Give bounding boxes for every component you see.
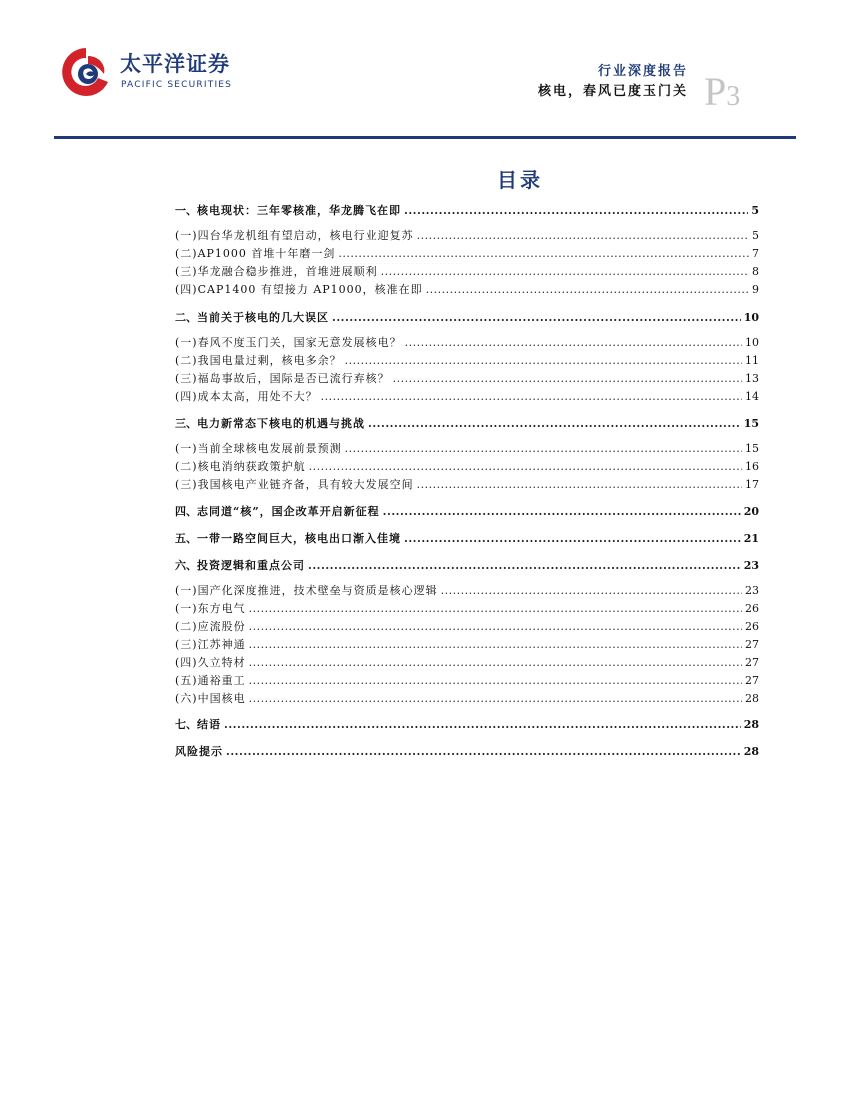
toc-entry[interactable] (175, 245, 759, 262)
toc-entry-page: 5 (751, 204, 759, 217)
toc-entry-page: 26 (745, 602, 759, 615)
toc-dot-leader (441, 582, 742, 599)
toc-dot-leader (345, 352, 742, 369)
toc-entry-text: (四)CAP1400 有望接力 AP1000，核准在即 (175, 283, 423, 296)
toc-entry[interactable] (175, 476, 759, 493)
toc-entry-text: (二)应流股份 (175, 620, 246, 633)
toc-entry-page: 10 (743, 311, 759, 324)
toc-dot-leader (404, 202, 748, 219)
brand-name-en: PACIFIC SECURITIES (121, 80, 233, 90)
toc-entry[interactable] (175, 618, 759, 635)
toc-entry-page: 27 (745, 638, 759, 651)
toc-entry-text: 当前关于核电的几大误区 (197, 311, 329, 324)
toc-entry-page: 27 (745, 656, 759, 669)
toc-title: 目录 (497, 168, 543, 192)
toc-entry-number: 七、 (175, 718, 197, 731)
toc-entry-page: 17 (745, 478, 759, 491)
toc-entry-text: 志同道“核”，国企改革开启新征程 (197, 505, 380, 518)
toc-entry-text: 核电现状：三年零核准，华龙腾飞在即 (197, 204, 401, 217)
toc-entry-text: 投资逻辑和重点公司 (197, 559, 305, 572)
toc-entry-text: (一)四台华龙机组有望启动，核电行业迎复苏 (175, 229, 414, 242)
toc-entry-page: 28 (743, 745, 759, 758)
toc-entry-number: 五、 (175, 532, 197, 545)
toc-dot-leader (345, 440, 742, 457)
toc-dot-leader (309, 458, 742, 475)
toc-entry-text: (六)中国核电 (175, 692, 246, 705)
toc-dot-leader (249, 618, 742, 635)
pacific-securities-logo-icon (58, 44, 114, 100)
toc-dot-leader (321, 388, 742, 405)
page-header (0, 0, 850, 140)
toc-entry-page: 5 (752, 229, 759, 242)
toc-dot-leader (249, 690, 742, 707)
toc-entry-page: 15 (745, 442, 759, 455)
toc-entry-page: 11 (745, 354, 759, 367)
toc-entry-number: 四、 (175, 505, 197, 518)
toc-entry-text: (三)华龙融合稳步推进，首堆进展顺利 (175, 265, 378, 278)
toc-entry[interactable] (175, 388, 759, 405)
toc-entry[interactable] (175, 672, 759, 689)
header-divider (54, 136, 796, 139)
toc-entry-page: 9 (752, 283, 759, 296)
toc-entry-text: (一)东方电气 (175, 602, 246, 615)
toc-entry-text: (一)春风不度玉门关，国家无意发展核电？ (175, 336, 402, 349)
toc-entry-page: 21 (743, 532, 759, 545)
toc-entry-page: 26 (745, 620, 759, 633)
toc-entry[interactable] (175, 415, 759, 432)
toc-dot-leader (393, 370, 742, 387)
toc-entry-text: 电力新常态下核电的机遇与挑战 (197, 417, 365, 430)
toc-entry-page: 8 (752, 265, 759, 278)
toc-entry-text: (一)国产化深度推进，技术壁垒与资质是核心逻辑 (175, 584, 438, 597)
toc-entry-text: 一带一路空间巨大，核电出口渐入佳境 (197, 532, 401, 545)
toc-entry-page: 23 (745, 584, 759, 597)
toc-entry-text: (二)我国电量过剩，核电多余？ (175, 354, 342, 367)
toc-entry-number: 一、 (175, 204, 197, 217)
toc-entry[interactable] (175, 227, 759, 244)
toc-entry-text: (一)当前全球核电发展前景预测 (175, 442, 342, 455)
toc-entry[interactable] (175, 440, 759, 457)
toc-entry[interactable] (175, 352, 759, 369)
toc-entry-text: (四)久立特材 (175, 656, 246, 669)
toc-dot-leader (405, 334, 742, 351)
toc-entry[interactable] (175, 370, 759, 387)
toc-entry[interactable] (175, 202, 759, 219)
toc-entry[interactable] (175, 600, 759, 617)
brand-logo (58, 44, 238, 104)
toc-entry[interactable] (175, 743, 759, 760)
toc-entry-page: 20 (743, 505, 759, 518)
toc-entry[interactable] (175, 636, 759, 653)
toc-entry-page: 28 (745, 692, 759, 705)
toc-dot-leader (249, 672, 742, 689)
toc-entry[interactable] (175, 334, 759, 351)
toc-entry-text: (五)通裕重工 (175, 674, 246, 687)
toc-entry[interactable] (175, 503, 759, 520)
toc-entry[interactable] (175, 309, 759, 326)
toc-dot-leader (383, 503, 741, 520)
toc-entry-number: 三、 (175, 417, 197, 430)
toc-dot-leader (426, 281, 749, 298)
toc-dot-leader (332, 309, 741, 326)
toc-entry-page: 7 (752, 247, 759, 260)
page-letter: P (704, 69, 727, 114)
toc-entry-page: 15 (743, 417, 759, 430)
toc-entry[interactable] (175, 557, 759, 574)
toc-entry-text: (二)AP1000 首堆十年磨一剑 (175, 247, 336, 260)
toc-entry-page: 16 (745, 460, 759, 473)
toc-dot-leader (224, 716, 741, 733)
toc-entry-page: 10 (745, 336, 759, 349)
toc-dot-leader (308, 557, 741, 574)
toc-entry[interactable] (175, 716, 759, 733)
toc-dot-leader (417, 476, 742, 493)
toc-entry-text: (三)我国核电产业链齐备，具有较大发展空间 (175, 478, 414, 491)
toc-entry-page: 28 (743, 718, 759, 731)
toc-entry[interactable] (175, 690, 759, 707)
toc-dot-leader (249, 654, 742, 671)
toc-dot-leader (249, 600, 742, 617)
report-category: 行业深度报告 (597, 64, 688, 79)
toc-entry-page: 13 (745, 372, 759, 385)
toc-entry[interactable] (175, 458, 759, 475)
toc-dot-leader (404, 530, 741, 547)
toc-dot-leader (381, 263, 749, 280)
brand-name-cn: 太平洋证券 (120, 52, 230, 76)
toc-entry-page: 23 (743, 559, 759, 572)
toc-dot-leader (226, 743, 741, 760)
toc-entry-text: (二)核电消纳获政策护航 (175, 460, 306, 473)
toc-dot-leader (249, 636, 742, 653)
toc-entry-page: 27 (745, 674, 759, 687)
toc-dot-leader (368, 415, 741, 432)
toc-dot-leader (417, 227, 749, 244)
toc-entry-text: (三)江苏神通 (175, 638, 246, 651)
toc-entry[interactable] (175, 654, 759, 671)
report-title: 核电，春风已度玉门关 (537, 84, 688, 99)
toc-entry-number: 六、 (175, 559, 197, 572)
toc-entry[interactable] (175, 281, 759, 298)
toc-entry[interactable] (175, 530, 759, 547)
page-number: 3 (726, 81, 741, 112)
toc-entry-page: 14 (745, 390, 759, 403)
toc-entry-text: (三)福岛事故后，国际是否已流行弃核？ (175, 372, 390, 385)
toc-entry-number: 二、 (175, 311, 197, 324)
toc-entry-text: 结语 (197, 718, 221, 731)
toc-entry[interactable] (175, 263, 759, 280)
toc-dot-leader (338, 245, 749, 262)
toc-entry[interactable] (175, 582, 759, 599)
toc-entry-text: 风险提示 (175, 745, 223, 758)
page-mark (704, 68, 740, 115)
toc-entry-text: (四)成本太高，用处不大？ (175, 390, 318, 403)
